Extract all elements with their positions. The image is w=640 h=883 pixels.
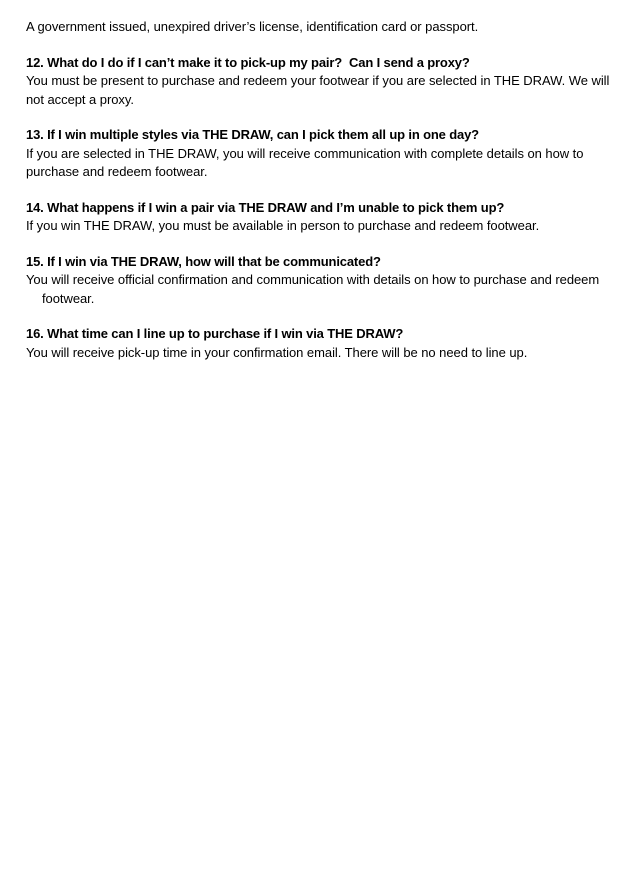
faq-answer-13: If you are selected in THE DRAW, you will receive communication with complete details on how to purchase and redeem footwear. xyxy=(26,145,587,179)
faq-answer-14: If you win THE DRAW, you must be available in person to purchase and redeem footwear. xyxy=(26,218,540,233)
faq-question-13: 13. If I win multiple styles via THE DRAW, can I pick them all up in one day? xyxy=(26,127,479,142)
faq-item-12 xyxy=(26,54,611,110)
faq-item-15 xyxy=(26,253,611,309)
faq-answer-12: You must be present to purchase and redeem your footwear if you are selected in THE DRAW. We will not accept a proxy. xyxy=(26,73,613,107)
faq-question-14: 14. What happens if I win a pair via THE DRAW and I’m unable to pick them up? xyxy=(26,199,505,215)
faq-question-12: 12. What do I do if I can’t make it to pick-up my pair? Can I send a proxy? xyxy=(26,54,470,70)
intro-paragraph: A government issued, unexpired driver’s license, identification card or passport. xyxy=(26,19,479,34)
faq-item-16 xyxy=(26,325,611,362)
faq-question-15: 15. If I win via THE DRAW, how will that be communicated? xyxy=(26,253,381,269)
faq-question-16: 16. What time can I line up to purchase if I win via THE DRAW? xyxy=(26,326,404,341)
faq-answer-15: You will receive official confirmation and communication with details on how to purchase and redeem footwear. xyxy=(26,272,603,306)
faq-item-13 xyxy=(26,126,611,182)
faq-answer-16: You will receive pick-up time in your confirmation email. There will be no need to line up. xyxy=(26,344,528,360)
document-body xyxy=(26,18,611,362)
faq-item-14 xyxy=(26,199,611,236)
